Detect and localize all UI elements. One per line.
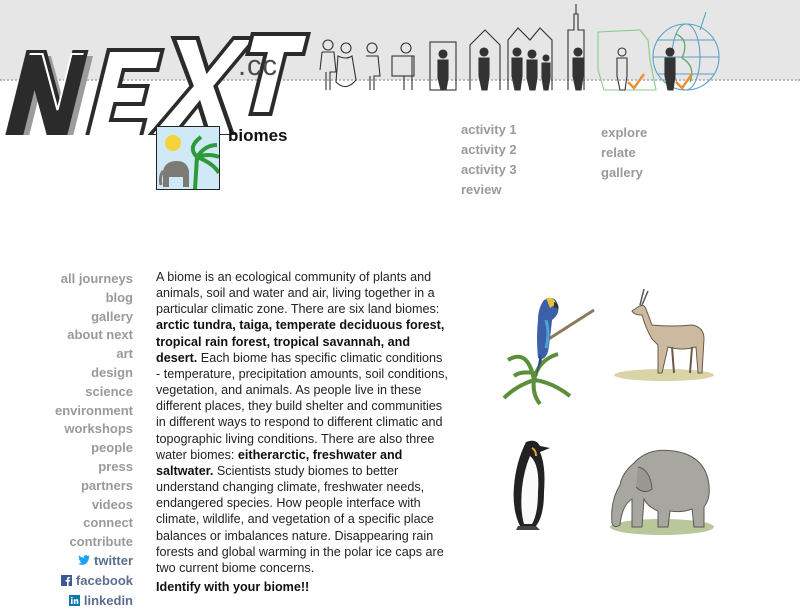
- description-end: Scientists study biomes to better understand changing climate, freshwater needs, endangered species. How people interface with climate, wildlife, and vegetation of a specific place balances or imbalances nature. Disappearing rain forests and global warming in the polar ice caps are two current biome concerns.: [156, 463, 444, 575]
- facebook-label: facebook: [75, 572, 133, 588]
- penguin-illustration: [506, 436, 558, 532]
- sidebar-item-videos[interactable]: videos: [91, 496, 133, 512]
- page-title: biomes: [228, 126, 288, 145]
- land-biomes-list: arctic tundra, taiga, temperate deciduous forest, tropical rain forest, tropical savannah, and desert.: [156, 318, 445, 365]
- activity-nav: [461, 120, 517, 200]
- sidebar-item-partners[interactable]: partners: [80, 477, 133, 493]
- person-figure-2: [336, 43, 356, 87]
- gazelle-illustration: [612, 285, 717, 385]
- sidebar-item-all-journeys[interactable]: all journeys: [60, 271, 133, 286]
- description-intro: A biome is an ecological community of plants and animals, soil and water and air, living together in a particular climatic zone. There are six land biomes:: [156, 270, 440, 317]
- twitter-icon: [78, 553, 90, 572]
- review-link[interactable]: review: [461, 182, 502, 197]
- sidebar-nav: [40, 270, 133, 611]
- sidebar-item-blog[interactable]: blog: [105, 289, 133, 305]
- person-figure-5: [438, 50, 448, 90]
- person-figure-3: [366, 43, 380, 90]
- sidebar-item-press[interactable]: press: [98, 458, 133, 474]
- facebook-icon: [61, 573, 72, 592]
- person-figure-7: [512, 48, 550, 90]
- description-middle: Each biome has specific climatic conditions - temperature, precipitation amounts, soil conditions, vegetation, and animals. As people live in these different places, they build shelter and communities in different ways to respond to different climatic and topographic living conditions. There are also three water biomes:: [156, 350, 448, 462]
- linkedin-link[interactable]: [40, 592, 133, 611]
- relate-link[interactable]: relate: [601, 145, 636, 160]
- sidebar-item-design[interactable]: design: [91, 364, 133, 380]
- explore-nav: [601, 123, 647, 183]
- person-figure-6: [479, 48, 489, 90]
- gallery-link[interactable]: gallery: [601, 165, 643, 180]
- sidebar-item-environment[interactable]: environment: [54, 402, 133, 418]
- person-figure-9: [617, 48, 627, 90]
- sidebar-item-connect[interactable]: connect: [83, 515, 133, 531]
- sidebar-item-contribute[interactable]: contribute: [69, 534, 133, 550]
- sidebar-item-people[interactable]: people: [91, 440, 133, 456]
- person-figure-8: [573, 48, 583, 90]
- sidebar-item-art[interactable]: art: [116, 346, 133, 362]
- globe-icon: [653, 12, 719, 90]
- facebook-link[interactable]: [40, 572, 133, 592]
- activity-3-link[interactable]: activity 3: [461, 162, 517, 177]
- sidebar-item-science[interactable]: science: [85, 383, 133, 399]
- person-figure-10: [665, 48, 675, 90]
- biome-description: [156, 269, 448, 576]
- linkedin-icon: [69, 593, 80, 611]
- person-figure-1: [320, 40, 336, 90]
- linkedin-label: linkedin: [83, 592, 133, 608]
- sidebar-item-gallery[interactable]: gallery: [91, 308, 133, 324]
- activity-1-link[interactable]: activity 1: [461, 122, 517, 137]
- elephant-illustration: [604, 445, 716, 540]
- twitter-label: twitter: [94, 552, 133, 568]
- twitter-link[interactable]: [40, 552, 133, 572]
- biome-thumbnail: [156, 126, 220, 190]
- activity-2-link[interactable]: activity 2: [461, 142, 517, 157]
- explore-link[interactable]: explore: [601, 125, 648, 140]
- sidebar-item-about-next[interactable]: about next: [67, 327, 133, 343]
- logo-suffix: .cc: [238, 50, 279, 82]
- parrot-illustration: [498, 290, 598, 405]
- person-figure-4: [392, 43, 414, 90]
- header-art: [0, 0, 800, 135]
- sidebar-item-workshops[interactable]: workshops: [64, 421, 133, 437]
- water-biomes-list: eitherarctic, freshwater and saltwater.: [156, 447, 403, 478]
- identify-biome-prompt: Identify with your biome!!: [156, 580, 310, 594]
